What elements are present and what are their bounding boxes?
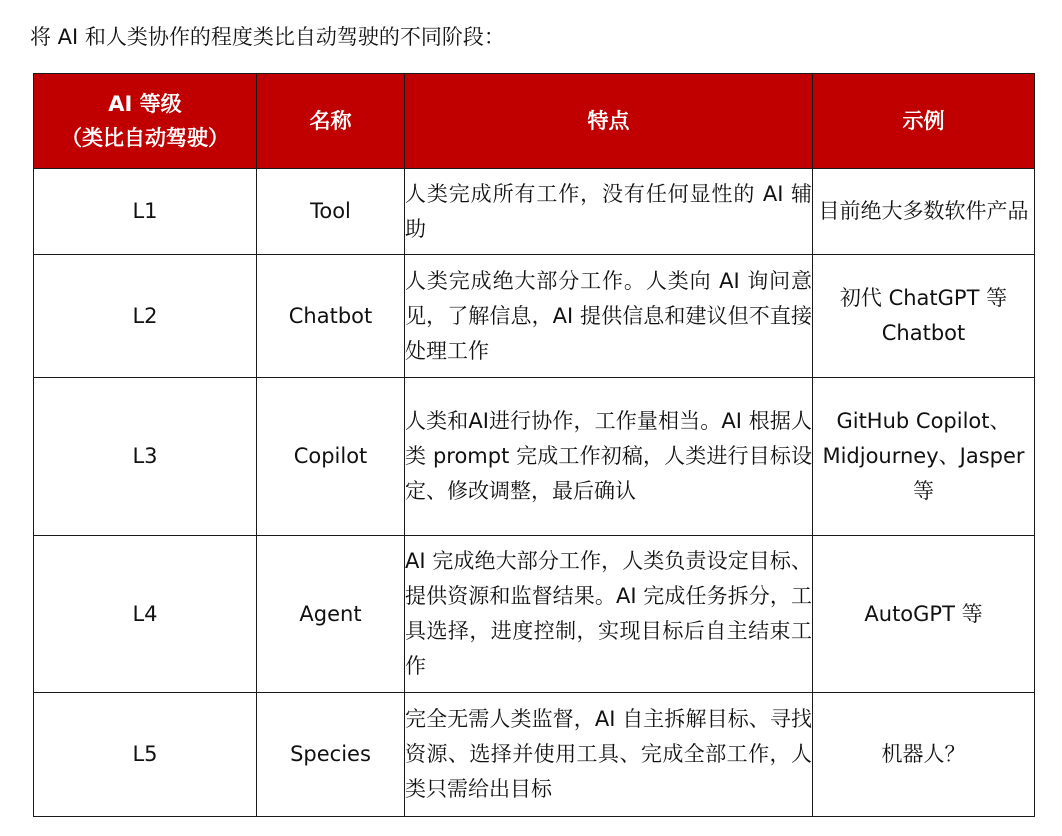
table-row — [34, 693, 1035, 817]
feature-cell: 人类完成绝大部分工作。人类向 AI 询问意见，了解信息，AI 提供信息和建议但不直接处理工作 — [405, 255, 813, 378]
example-cell: GitHub Copilot、Midjourney、Jasper 等 — [813, 378, 1035, 536]
header-feature: 特点 — [405, 74, 813, 169]
example-cell: 目前绝大多数软件产品 — [813, 169, 1035, 255]
name-cell: Tool — [257, 169, 405, 255]
header-level — [34, 74, 257, 169]
table-row — [34, 255, 1035, 378]
ai-levels-table — [33, 73, 1035, 817]
example-cell: AutoGPT 等 — [813, 536, 1035, 693]
level-cell: L2 — [34, 255, 257, 378]
header-example: 示例 — [813, 74, 1035, 169]
feature-cell: 人类和AI进行协作，工作量相当。AI 根据人类 prompt 完成工作初稿，人类进行目标设定、修改调整，最后确认 — [405, 378, 813, 536]
table-row — [34, 378, 1035, 536]
feature-cell: 人类完成所有工作，没有任何显性的 AI 辅助 — [405, 169, 813, 255]
example-cell: 初代 ChatGPT 等 Chatbot — [813, 255, 1035, 378]
name-cell: Species — [257, 693, 405, 817]
header-level-line1: AI 等级 — [108, 92, 182, 116]
name-cell: Chatbot — [257, 255, 405, 378]
header-level-line2: （类比自动驾驶） — [61, 126, 229, 150]
name-cell: Agent — [257, 536, 405, 693]
table-row — [34, 536, 1035, 693]
intro-text: 将 AI 和人类协作的程度类比自动驾驶的不同阶段： — [30, 25, 505, 49]
name-cell: Copilot — [257, 378, 405, 536]
feature-cell: AI 完成绝大部分工作，人类负责设定目标、提供资源和监督结果。AI 完成任务拆分，工具选择，进度控制，实现目标后自主结束工作 — [405, 536, 813, 693]
level-cell: L1 — [34, 169, 257, 255]
level-cell: L5 — [34, 693, 257, 817]
example-cell: 机器人？ — [813, 693, 1035, 817]
table-row — [34, 169, 1035, 255]
level-cell: L4 — [34, 536, 257, 693]
table-header-row — [34, 74, 1035, 169]
feature-cell: 完全无需人类监督，AI 自主拆解目标、寻找资源、选择并使用工具、完成全部工作，人类只需给出目标 — [405, 693, 813, 817]
header-name: 名称 — [257, 74, 405, 169]
level-cell: L3 — [34, 378, 257, 536]
